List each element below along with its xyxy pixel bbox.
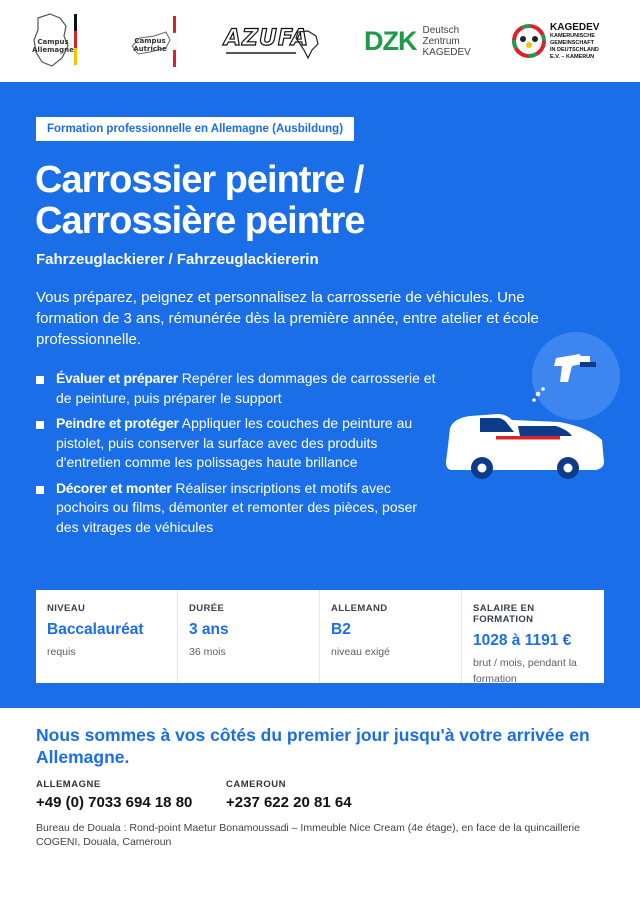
- task-item: [36, 479, 436, 538]
- bullet-square-icon: [36, 376, 44, 384]
- dzk-logo: [364, 12, 471, 70]
- stat-label: ALLEMAND: [331, 603, 388, 614]
- intro-text: Vous préparez, peignez et personnalisez la carrosserie de véhicules. Une formation de 3 ans, rémunérée dès la première année, entre atelier et école professionnelle.: [36, 289, 539, 348]
- task-item: [36, 369, 436, 408]
- stat-allemand: [320, 590, 462, 683]
- stat-subtext: requis: [47, 646, 76, 658]
- title-line-2: Carrossière peintre: [35, 200, 365, 242]
- stat-niveau: [36, 590, 178, 683]
- azufa-wordmark: AZUFA: [224, 26, 310, 51]
- page-title: [35, 160, 555, 242]
- contact-label: CAMEROUN: [226, 779, 286, 790]
- kagedev-line-4: E.V. – KAMERUN: [550, 53, 595, 60]
- page-subtitle: Fahrzeuglackierer / Fahrzeuglackiererin: [36, 251, 319, 268]
- task-title: Décorer et monter: [56, 479, 172, 496]
- stat-subtext: 36 mois: [189, 646, 226, 658]
- azufa-logo: [222, 12, 322, 70]
- kagedev-line-2: GEMEINSCHAFT: [550, 39, 594, 46]
- task-text: Repérer les dommages de carrosserie et de peinture, puis préparer le support: [56, 370, 436, 406]
- dzk-line-2: Zentrum: [422, 35, 460, 47]
- stat-value: B2: [331, 621, 351, 638]
- bullet-square-icon: [36, 421, 44, 429]
- stat-salaire: [462, 590, 604, 683]
- task-title: Évaluer et préparer: [56, 370, 178, 386]
- stat-label: DURÉE: [189, 603, 225, 614]
- car-icon: [446, 414, 604, 479]
- dzk-subtext: [423, 25, 471, 58]
- contact-allemagne: [36, 779, 192, 811]
- title-line-1: Carrossier peintre /: [35, 159, 364, 201]
- stat-value: 1028 à 1191 €: [473, 632, 572, 649]
- contact-label: ALLEMAGNE: [36, 779, 101, 790]
- kagedev-line-3: IN DEUTSCHLAND: [550, 46, 599, 53]
- kagedev-logo: [511, 12, 611, 70]
- dzk-wordmark: DZK: [364, 25, 417, 56]
- stat-value: 3 ans: [189, 621, 229, 638]
- stat-label: NIVEAU: [47, 603, 86, 614]
- task-title: Peindre et protéger: [56, 415, 179, 431]
- logo-bar: [0, 0, 640, 82]
- stat-subtext: brut / mois, pendant la formation: [473, 657, 577, 685]
- kagedev-emblem-icon: [511, 23, 547, 59]
- task-text: Réaliser inscriptions et motifs avec pochoirs ou films, démonter et remonter des pièces, poser des vitrages de véhicules: [56, 479, 418, 535]
- spray-gun-icon: [532, 332, 620, 420]
- kagedev-line-1: KAMERUNISCHE: [550, 32, 595, 39]
- contact-cameroun: [226, 779, 352, 811]
- phone-number[interactable]: +237 622 20 81 64: [226, 794, 352, 811]
- kagedev-text: [550, 22, 599, 61]
- task-item: [36, 414, 436, 473]
- task-list: [36, 369, 436, 543]
- office-address: Bureau de Douala : Rond-point Maetur Bonamoussadi – Immeuble Nice Cream (4e étage), en face de la quincaillerie COGENI, Douala, Cameroun: [36, 822, 580, 848]
- campus-allemagne-label: Campus Allemagne: [32, 38, 74, 54]
- stat-label: SALAIRE EN FORMATION: [473, 603, 535, 625]
- bullet-square-icon: [36, 486, 44, 494]
- stat-subtext: niveau exigé: [331, 646, 390, 658]
- dzk-line-3: KAGEDEV: [422, 46, 471, 58]
- footer-headline: Nous sommes à vos côtés du premier jour jusqu'à votre arrivée en Allemagne.: [36, 725, 590, 767]
- stat-duree: [178, 590, 320, 683]
- dzk-line-1: Deutsch: [422, 24, 460, 36]
- kagedev-name: KAGEDEV: [550, 21, 600, 33]
- key-facts-panel: [36, 590, 604, 683]
- campus-allemagne-logo: [30, 12, 82, 70]
- phone-number[interactable]: +49 (0) 7033 694 18 80: [36, 794, 193, 811]
- campus-autriche-logo: [130, 12, 178, 70]
- category-tag: Formation professionnelle en Allemagne (Ausbildung): [36, 117, 354, 141]
- stat-value: Baccalauréat: [47, 621, 144, 638]
- car-painting-illustration: [440, 330, 625, 490]
- campus-autriche-label: Campus Autriche: [133, 37, 167, 53]
- task-text: Appliquer les couches de peinture au pistolet, puis conserver la surface avec des produits d'entretien comme les polissages haute brillance: [56, 415, 413, 470]
